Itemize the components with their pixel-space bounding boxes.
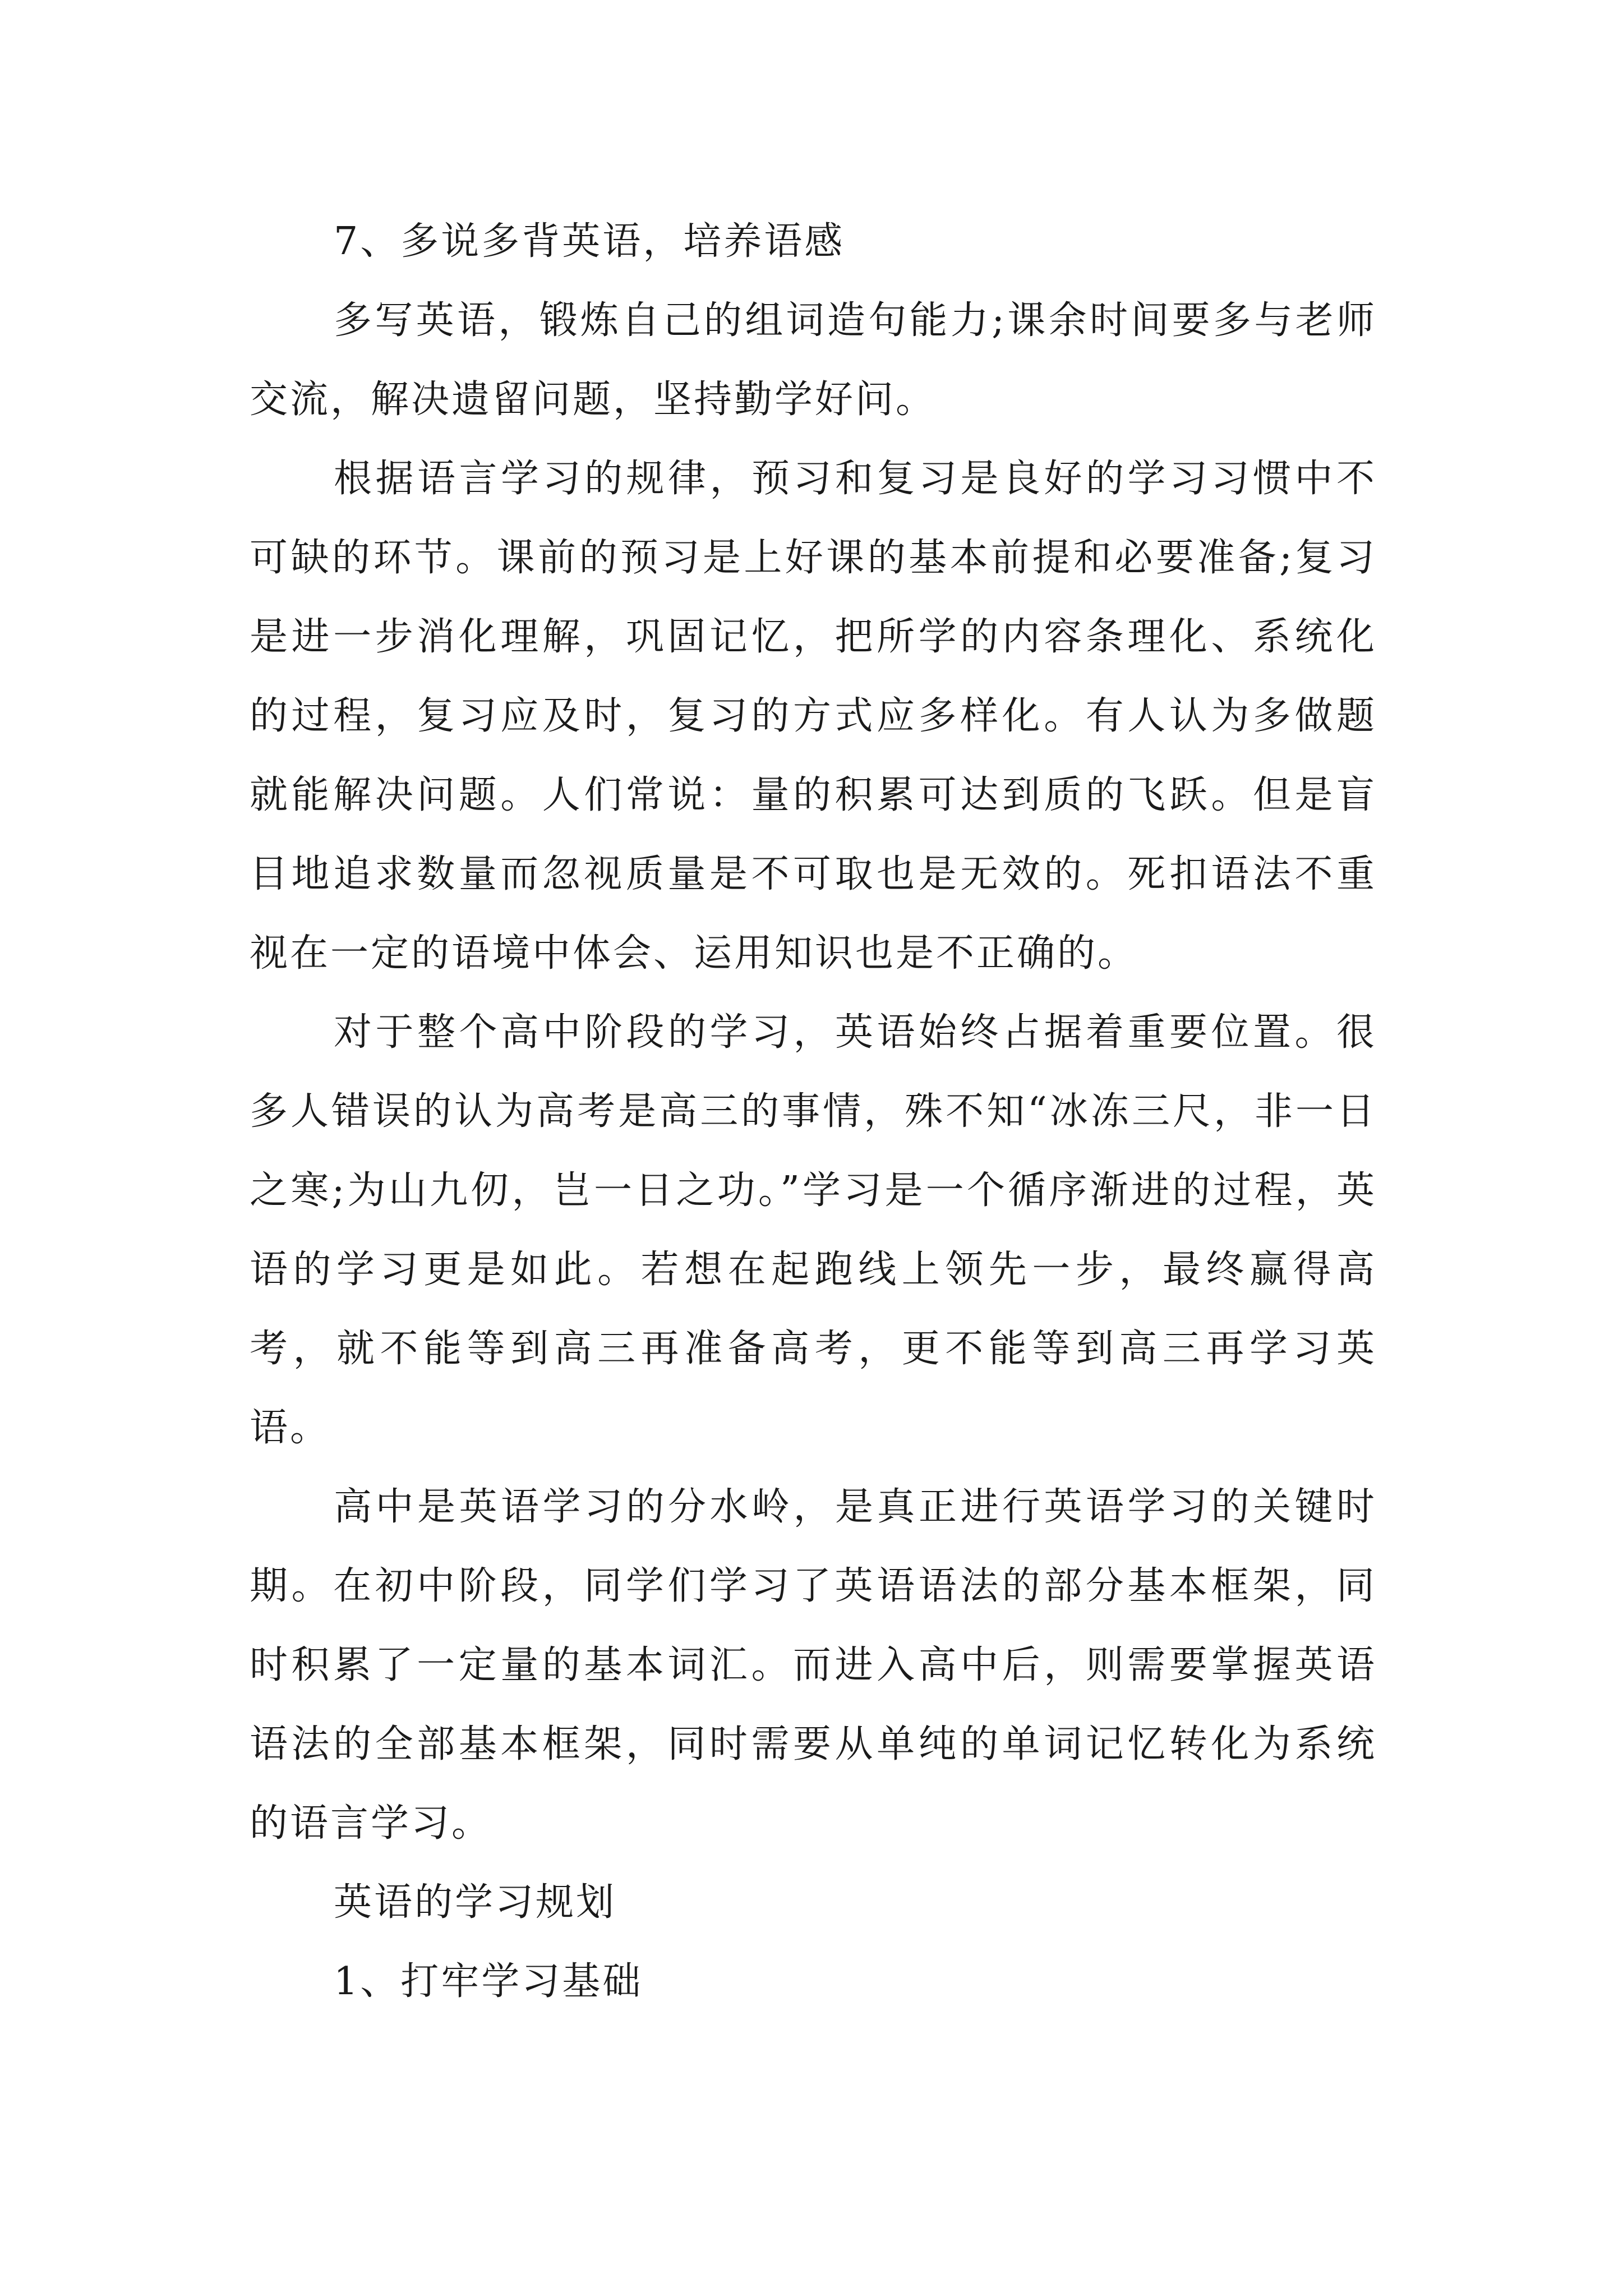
section-heading-speak-recite: 7、多说多背英语，培养语感 [334,219,845,264]
section-heading-study-plan: 英语的学习规划 [334,1880,617,1925]
paragraph-high-school-importance: 对于整个高中阶段的学习，英语始终占据着重要位置。很多人错误的认为高考是高三的事情，殊不知“冰冻三尺，非一日之寒;为山九仞，岂一日之功。”学习是一个循序渐进的过程，英语的学习更是如此。若想在起跑线上领先一步，最终赢得高考，就不能等到高三再准备高考，更不能等到高三再学习英语。 [250,1010,1377,1450]
section-heading-solid-foundation: 1、打牢学习基础 [334,1959,643,2004]
document-body [250,202,1377,2021]
paragraph-preview-review: 根据语言学习的规律，预习和复习是良好的学习习惯中不可缺的环节。课前的预习是上好课的基本前提和必要准备;复习是进一步消化理解，巩固记忆，把所学的内容条理化、系统化的过程，复习应及时，复习的方式应多样化。有人认为多做题就能解决问题。人们常说：量的积累可达到质的飞跃。但是盲目地追求数量而忽视质量是不可取也是无效的。死扣语法不重视在一定的语境中体会、运用知识也是不正确的。 [250,457,1377,976]
paragraph-write-english: 多写英语，锻炼自己的组词造句能力;课余时间要多与老师交流，解决遗留问题，坚持勤学好问。 [250,298,1377,422]
paragraph-watershed: 高中是英语学习的分水岭，是真正进行英语学习的关键时期。在初中阶段，同学们学习了英语语法的部分基本框架，同时积累了一定量的基本词汇。而进入高中后，则需要掌握英语语法的全部基本框架，同时需要从单纯的单词记忆转化为系统的语言学习。 [250,1485,1377,1846]
